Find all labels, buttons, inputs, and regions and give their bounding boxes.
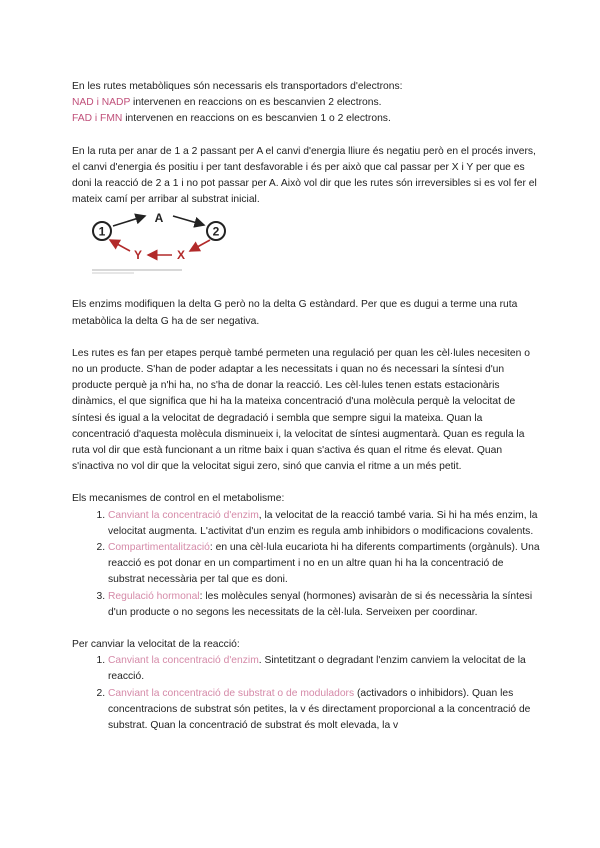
control-item-label: Compartimentalització — [108, 542, 210, 554]
control-item-enzyme — [108, 508, 542, 540]
node-a-label: A — [154, 211, 164, 226]
node-y-label: Y — [133, 248, 143, 263]
node-1-label: 1 — [98, 224, 106, 239]
node-2-label: 2 — [212, 224, 220, 239]
enzyme-paragraph: Els enzims modifiquen la delta G però no la delta G estàndard. Per que es dugui a terme una ruta metabòlica la delta G ha de ser negativa. — [72, 299, 518, 327]
control-item-label: Regulació hormonal — [108, 590, 200, 602]
arrow-2-to-x — [190, 240, 210, 251]
intro-line: En les rutes metabòliques són necessaris els transportadors d'electrons: — [72, 81, 403, 92]
control-item-text: , la velocitat de la reacció també varia. Si hi ha més enzim, la velocitat augmenta. L'activitat d'un enzim es regula amb inhibidors o modificacions covalents. — [108, 509, 538, 537]
speed-heading: Per canviar la velocitat de la reacció: — [72, 639, 240, 651]
fad-line — [72, 111, 542, 127]
route-paragraph: En la ruta per anar de 1 a 2 passant per A el canvi d'energia lliure és negatiu però en el procés invers, el canvi d'energia és positiu i per tant desfavorable i és per això que cal passar per X i Y per que es doni la reacció de 2 a 1 i no pot passar per A. Això vol dir que les rutes són irreversibles si es vol fer el mateix camí per arribar al substrat inicial. — [72, 145, 537, 206]
arrow-1-to-a — [113, 216, 145, 226]
control-heading: Els mecanismes de control en el metabolisme: — [72, 493, 285, 505]
fad-label: FAD i FMN — [72, 113, 123, 125]
control-list — [72, 508, 542, 621]
speed-item-text: (activadors o inhibidors). Quan les concentracions de substrat són petites, la v és directament proporcional a la concentració de substrat. Quan la concentració de substrat és molt elevada, la v — [108, 687, 531, 732]
pathway-diagram — [72, 211, 542, 293]
speed-item-substrate — [108, 686, 542, 735]
control-item-hormonal — [108, 589, 542, 621]
control-item-label: Canviant la concentració d'enzim — [108, 509, 259, 521]
speed-list — [72, 653, 542, 734]
stages-paragraph: Les rutes es fan per etapes perquè també permeten una regulació per quan les cèl·lules necesiten o no un producte. S'han de poder adaptar a les necessitats i quan no és necessari la síntesi d'un producte perquè ja n'hi ha, no s'ha de donar la reacció. Les cèl·lules tenen estats estacionàris dinàmics, el que significa que hi ha la mateixa concentració d'una molècula perquè la velocitat de síntesi és igual a la velocitat de degradació i sembla que sempre sigui la mateixa. Quan la concentració d'aquesta molècula disminueix i, la velocitat de síntesi augmentarà. Quan es regula la ruta vol dir que està funcionant a un ritme baix i quan s'activa és quan el ritme és elevat. Quan s'inactiva no vol dir que la velocitat sigui zero, sinó que canvia el ritme a un més petit. — [72, 347, 530, 473]
pathway-diagram-svg — [90, 211, 230, 293]
nad-text: intervenen en reaccions on es bescanvien 2 electrons. — [130, 97, 382, 109]
control-item-compartment — [108, 540, 542, 589]
control-item-text: : les molècules senyal (hormones) avisaràn de si és necessària la síntesi d'un producte o no segons les necessitats de la cèl·lula. Serveixen per coordinar. — [108, 590, 533, 618]
arrow-y-to-1 — [110, 240, 130, 251]
speed-item-label: Canviant la concentració d'enzim — [108, 655, 259, 667]
nad-line — [72, 95, 542, 111]
fad-text: intervenen en reaccions on es bescanvien 1 o 2 electrons. — [122, 113, 391, 125]
node-x-label: X — [176, 248, 186, 263]
speed-item-enzyme — [108, 653, 542, 685]
arrow-a-to-2 — [173, 216, 204, 225]
speed-item-text: . Sintetitzant o degradant l'enzim canviem la velocitat de la reacció. — [108, 655, 526, 683]
speed-item-label: Canviant la concentració de substrat o de moduladors — [108, 687, 355, 699]
control-item-text: : en una cèl·lula eucariota hi ha diferents compartiments (orgànuls). Una reacció es pot donar en un compartiment i no en un altre quan hi ha la concentració de substrat necessària per tal que es doni. — [108, 542, 540, 586]
document-content — [72, 79, 542, 734]
nad-label: NAD i NADP — [72, 97, 131, 109]
